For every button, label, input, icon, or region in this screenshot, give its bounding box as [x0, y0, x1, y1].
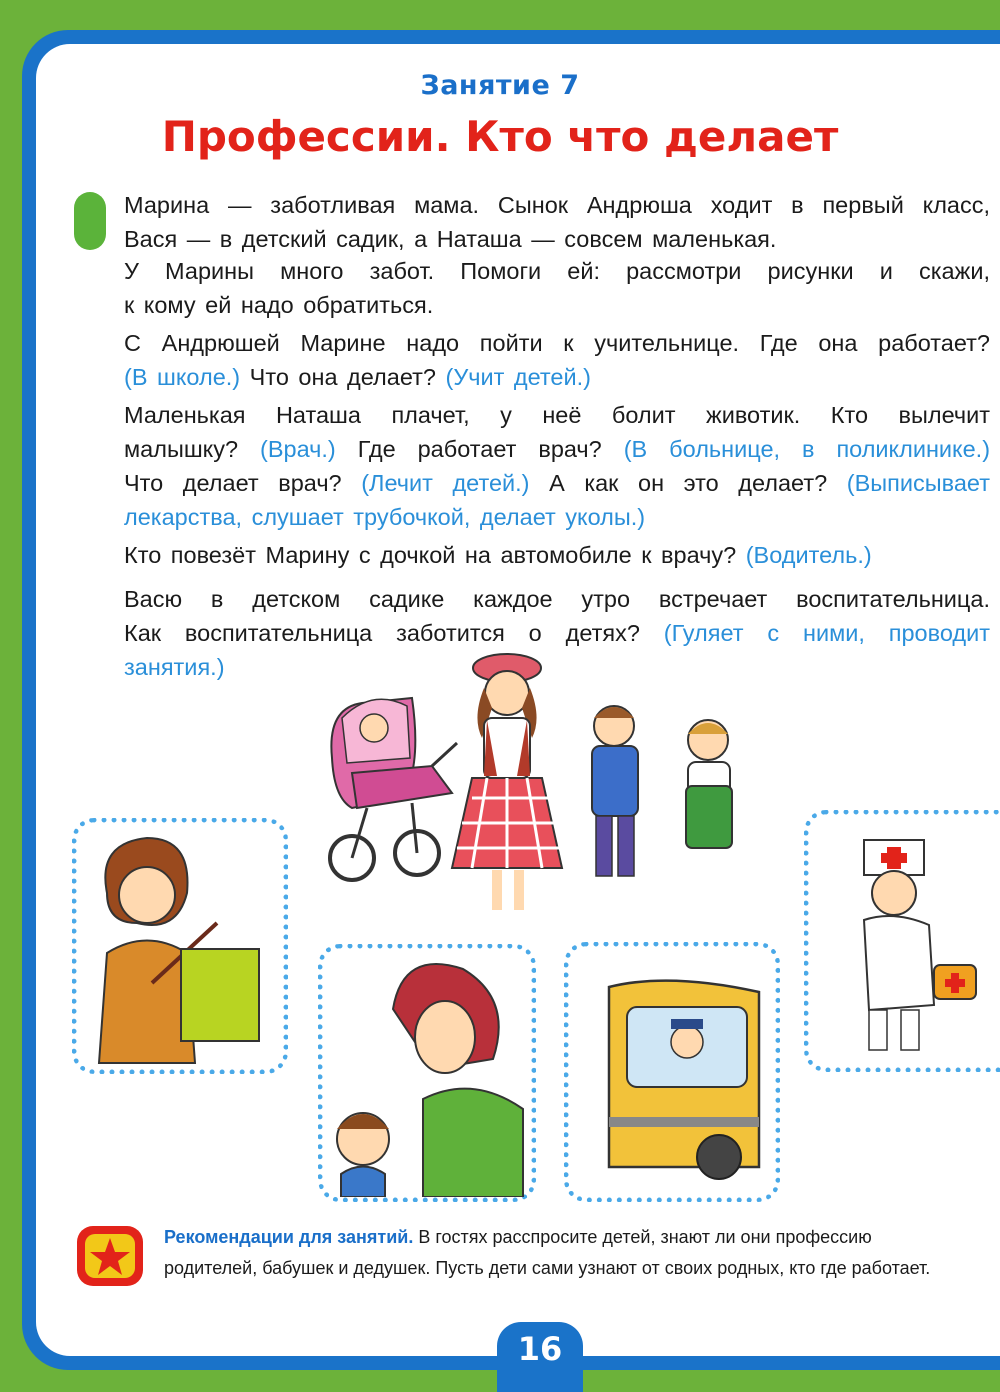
- answer-text: (Водитель.): [745, 542, 872, 568]
- answer-text: (Выписывает: [846, 470, 990, 496]
- text-line: [124, 326, 990, 360]
- paragraph-doctor: [124, 398, 990, 534]
- star-badge-icon: [75, 1224, 145, 1288]
- text-line: [124, 432, 990, 466]
- paragraph-driver: [124, 538, 990, 572]
- question-text: к кому ей надо обратиться.: [124, 292, 434, 318]
- answer-text: занятия.): [124, 654, 225, 680]
- recommendation-label: Рекомендации для занятий.: [164, 1227, 414, 1247]
- answer-text: (Лечит детей.): [361, 470, 530, 496]
- mother-son-card: [318, 944, 536, 1202]
- text-line: [124, 616, 990, 650]
- text-line: [124, 188, 990, 222]
- kindergarten-teacher-icon: [323, 949, 531, 1197]
- text-line: [124, 466, 990, 500]
- boy-vasya-icon: [686, 720, 732, 848]
- lesson-label: Занятие 7: [420, 70, 580, 101]
- page-number: 16: [517, 1330, 563, 1368]
- question-text: Марина — заботливая мама. Сынок Андрюша ходит в первый класс,: [124, 192, 990, 218]
- paragraph-intro: [124, 188, 990, 256]
- question-text: малышку?: [124, 436, 261, 462]
- paragraph-teacher: [124, 326, 990, 394]
- question-text: Что она делает?: [240, 364, 446, 390]
- answer-text: (Врач.): [260, 436, 336, 462]
- question-text: Как воспитательница заботится о детях?: [124, 620, 664, 646]
- answer-text: (Гуляет с ними, проводит: [663, 620, 991, 646]
- family-illustration: [322, 648, 762, 938]
- mother-figure-icon: [452, 654, 562, 910]
- recommendation-body: В гостях расспросите детей, знают ли они профессию родителей, бабушек и дедушек. Пусть дети сами узнают от своих родных, кто где работает.: [164, 1227, 931, 1278]
- text-line: [124, 538, 990, 572]
- text-line: [124, 360, 990, 394]
- text-line: [124, 254, 990, 288]
- teacher-icon: [77, 823, 283, 1069]
- stroller-icon: [330, 698, 457, 880]
- question-text: У Марины много забот. Помоги ей: рассмотри рисунки и скажи,: [124, 258, 990, 284]
- answer-text: лекарства, слушает трубочкой, делает уколы.): [124, 504, 646, 530]
- question-text: Вася — в детский садик, а Наташа — совсем маленькая.: [124, 226, 777, 252]
- answer-text: (Учит детей.): [445, 364, 591, 390]
- question-text: Маленькая Наташа плачет, у неё болит животик. Кто вылечит: [124, 402, 990, 428]
- question-text: С Андрюшей Марине надо пойти к учительнице. Где она работает?: [124, 330, 990, 356]
- text-line: [124, 582, 990, 616]
- question-text: Васю в детском садике каждое утро встречает воспитательница.: [124, 586, 990, 612]
- doctor-icon: [809, 815, 1000, 1067]
- page-title: Профессии. Кто что делает: [161, 112, 839, 161]
- doctor-card: [804, 810, 1000, 1072]
- question-text: Кто повезёт Марину с дочкой на автомобиле к врачу?: [124, 542, 746, 568]
- bus-driver-card: [564, 942, 780, 1202]
- teacher-card: [72, 818, 288, 1074]
- question-text: Что делает врач?: [124, 470, 362, 496]
- text-line: [124, 222, 990, 256]
- question-text: Где работает врач?: [335, 436, 624, 462]
- text-line: [124, 398, 990, 432]
- green-bullet-marker: [74, 192, 106, 250]
- recommendation-text: [164, 1222, 968, 1284]
- bus-icon: [569, 947, 775, 1197]
- paragraph-task: [124, 254, 990, 322]
- answer-text: (В больнице, в поликлинике.): [623, 436, 991, 462]
- text-line: [124, 288, 990, 322]
- question-text: А как он это делает?: [529, 470, 847, 496]
- answer-text: (В школе.): [124, 364, 241, 390]
- text-line: [124, 500, 990, 534]
- boy-andryusha-icon: [592, 706, 638, 876]
